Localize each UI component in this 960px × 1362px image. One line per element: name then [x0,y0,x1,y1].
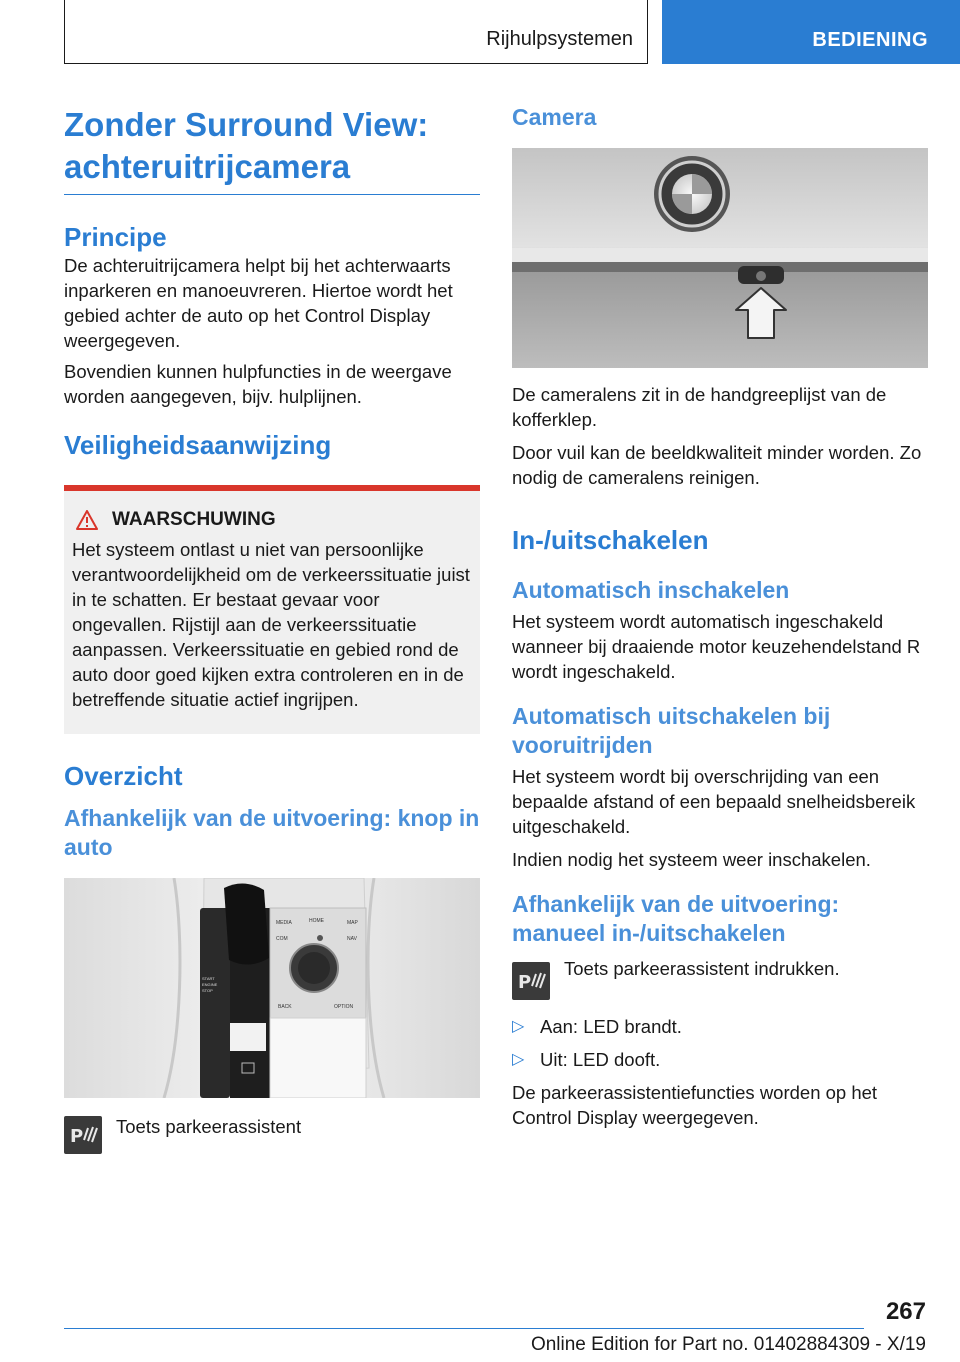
auto-on-heading: Automatisch inschakelen [512,577,790,603]
warning-title [76,509,472,531]
park-assist-button-icon-2[interactable] [512,962,550,1000]
header-chapter-label: BEDIENING [812,29,928,51]
triangle-bullet-icon: ▷ [512,1051,525,1068]
camera-heading: Camera [512,104,597,130]
overview-subheading: Afhankelijk van de uitvoering: knop in auto [64,805,480,860]
closing-text: De parkeerassistentiefuncties worden op het Control Display weergegeven. [512,1082,878,1128]
park-assist-button-icon[interactable] [64,1116,102,1154]
footer-edition: Online Edition for Part no. 01402884309 - X/19 [530,1334,926,1355]
park-assist-icon [516,968,546,994]
status-list [512,1014,928,1072]
svg-text:BACK: BACK [278,1004,292,1010]
auto-on-text: Het systeem wordt automatisch ingeschakeld wanneer bij draaiende motor keuzehendelstand R wordt ingeschakeld. [512,611,921,682]
footer-divider [64,1328,864,1329]
list-item-text: Uit: LED dooft. [540,1049,661,1070]
right-column [512,100,928,1130]
auto-off-text: Het systeem wordt bij overschrijding van een bepaalde afstand of een bepaald snelheidsbereik uitgeschakeld. [512,766,916,837]
warning-box [64,485,480,734]
header-section-box [64,0,648,64]
park-assist-caption-row [64,1116,480,1154]
page-title: Zonder Surround View: achteruitrijcamera [64,104,480,195]
principle-heading: Principe [64,222,167,252]
svg-text:MEDIA: MEDIA [276,920,292,926]
principle-paragraph-1: De achteruitrijcamera helpt bij het achterwaarts inparkeren en manoeuvreren. Hiertoe wordt het gebied achter de auto op het Control Display weergegeven. [64,255,453,351]
center-console-illustration [64,878,480,1098]
camera-paragraph-2: Door vuil kan de beeldkwaliteit minder worden. Zo nodig de cameralens reinigen. [512,442,922,488]
camera-illustration [512,148,928,368]
list-item-text: Aan: LED brandt. [540,1016,682,1037]
warning-text: Het systeem ontlast u niet van persoonlijke verantwoordelijkheid om de verkeerssituatie juist in te schatten. Er bestaat gevaar voor ongevallen. Rijstijl aan de verkeerssituatie aanpassen. Verkeerssituatie en gebied rond de auto door goed kijken extra controleren en in de betreffende situatie actief ingrijpen. [72,539,470,710]
list-item [512,1047,928,1072]
list-item [512,1014,928,1039]
svg-text:HOME: HOME [309,918,324,924]
camera-photo [512,148,928,368]
warning-triangle-icon [76,510,98,530]
warning-label: WAARSCHUWING [112,509,276,530]
park-assist-caption: Toets parkeerassistent [116,1116,302,1137]
center-console-photo [64,878,480,1098]
svg-text:MAP: MAP [347,920,358,926]
camera-paragraph-1: De cameralens zit in de handgreeplijst van de kofferklep. [512,384,887,430]
svg-text:P: P [70,1126,84,1147]
svg-text:START: START [202,976,215,981]
auto-off-text-2: Indien nodig het systeem weer inschakelen. [512,849,871,870]
safety-heading: Veiligheidsaanwijzing [64,430,332,460]
svg-text:P: P [518,972,532,993]
overview-heading: Overzicht [64,761,183,791]
park-assist-icon [68,1122,98,1148]
svg-text:COM: COM [276,936,288,942]
manual-icon-row [512,958,928,1000]
svg-text:ENGINE: ENGINE [202,982,218,987]
manual-icon-text: Toets parkeerassistent indrukken. [564,958,840,979]
header-chapter-tab [662,0,960,64]
svg-text:NAV: NAV [347,936,357,942]
page-number: 267 [885,1298,926,1325]
svg-text:OPTION: OPTION [334,1004,354,1010]
left-column [64,100,480,1154]
manual-heading: Afhankelijk van de uitvoering: manueel in-/uitschakelen [512,891,840,946]
triangle-bullet-icon: ▷ [512,1018,525,1035]
svg-text:STOP: STOP [202,988,213,993]
onoff-heading: In-/uitschakelen [512,525,709,555]
header-section-title: Rijhulpsystemen [486,28,633,50]
principle-paragraph-2: Bovendien kunnen hulpfuncties in de weergave worden aangegeven, bijv. hulplijnen. [64,361,452,407]
auto-off-heading: Automatisch uitschakelen bij vooruitrijden [512,703,831,758]
